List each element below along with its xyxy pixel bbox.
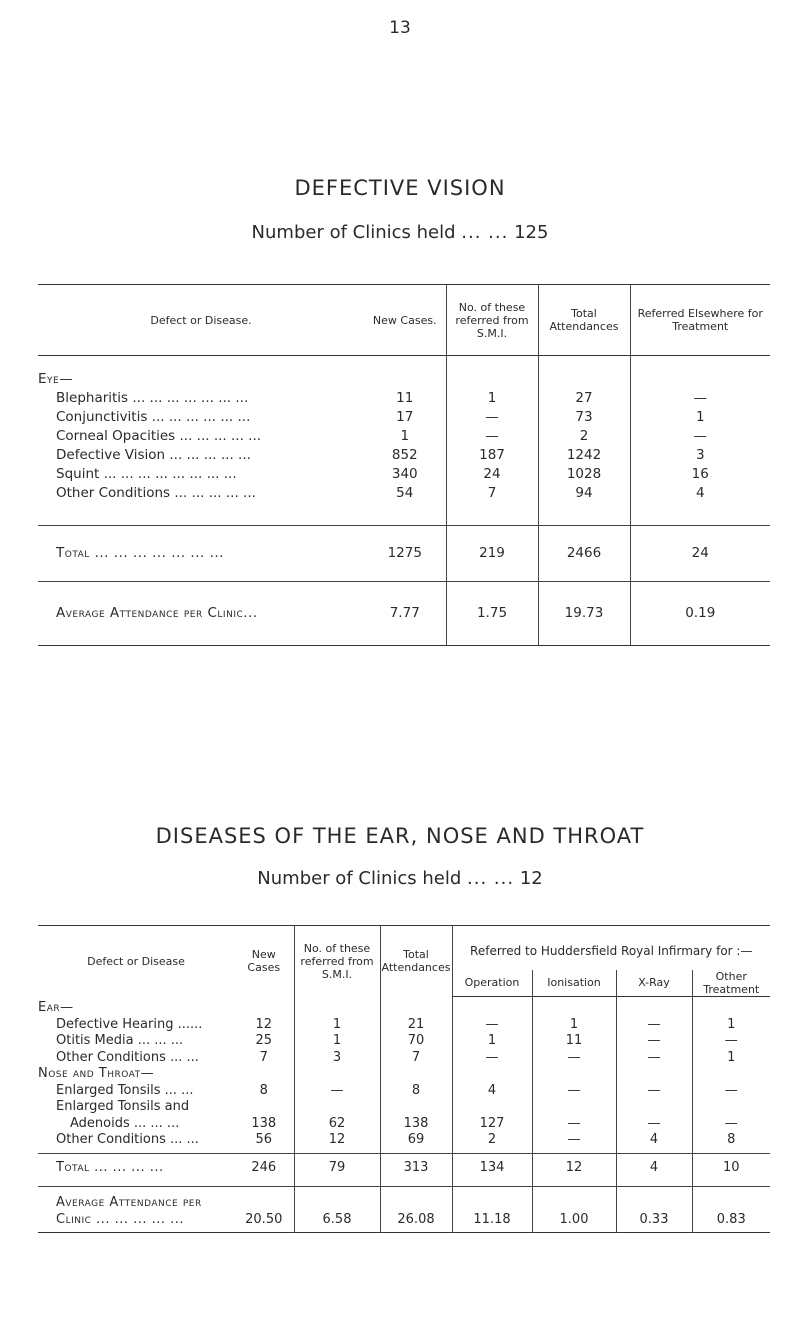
average-operation: 11.18 <box>452 1212 532 1233</box>
cell-operation: 1 <box>452 1033 532 1050</box>
header-xray: X-Ray <box>616 970 692 997</box>
cell-other: 8 <box>692 1132 770 1153</box>
header-total-attendances: Total Attendances <box>538 285 630 356</box>
total-referred: 79 <box>294 1153 380 1187</box>
cell-ionisation: — <box>532 1132 616 1153</box>
average-total: 19.73 <box>538 582 630 646</box>
cell-operation: 127 <box>452 1116 532 1133</box>
cell-total: 27 <box>538 389 630 408</box>
header-ionisation: Ionisation <box>532 970 616 997</box>
table-row <box>38 1116 770 1133</box>
clinics-held-value: 12 <box>519 868 543 889</box>
total-total: 2466 <box>538 526 630 582</box>
average-row <box>38 1187 770 1212</box>
table-row <box>38 408 770 427</box>
defective-vision-clinics-held <box>0 222 800 243</box>
cell-operation: 4 <box>452 1083 532 1100</box>
cell-total: 2 <box>538 427 630 446</box>
header-referred-infirmary: Referred to Huddersfield Royal Infirmary for :— <box>452 926 770 970</box>
header-operation: Operation <box>452 970 532 997</box>
row-label: Conjunctivitis ... ... ... ... ... ... <box>56 409 251 425</box>
cell-total: 73 <box>538 408 630 427</box>
row-label: Corneal Opacities ... ... ... ... ... <box>56 428 262 444</box>
table-row <box>38 465 770 484</box>
clinics-held-dots: ... ... <box>467 868 515 889</box>
cell-total: 70 <box>380 1033 452 1050</box>
total-xray: 4 <box>616 1153 692 1187</box>
total-operation: 134 <box>452 1153 532 1187</box>
average-label: Average Attendance per Clinic... <box>38 582 364 646</box>
row-label: Defective Vision ... ... ... ... ... <box>56 447 251 463</box>
table-row <box>38 446 770 465</box>
row-label: Other Conditions ... ... ... ... ... <box>56 485 256 501</box>
cell-total: 69 <box>380 1132 452 1153</box>
total-label: Total ... ... ... ... ... ... ... <box>38 526 364 582</box>
cell-referred: 7 <box>446 484 538 526</box>
cell-total: 1028 <box>538 465 630 484</box>
cell-xray: — <box>616 1050 692 1067</box>
table-header-row <box>38 285 770 356</box>
total-total: 313 <box>380 1153 452 1187</box>
average-new: 7.77 <box>364 582 446 646</box>
cell-referred: — <box>446 408 538 427</box>
average-new: 20.50 <box>245 1211 283 1227</box>
header-referred-elsewhere: Referred Elsewhere for Treatment <box>630 285 770 356</box>
average-referred: 1.75 <box>446 582 538 646</box>
table-row <box>38 427 770 446</box>
cell-referred: — <box>446 427 538 446</box>
total-row <box>38 526 770 582</box>
row-label: Defective Hearing ...... <box>56 1016 203 1032</box>
defective-vision-table <box>38 284 770 646</box>
row-label: Other Conditions ... ... <box>56 1049 199 1065</box>
header-other-treatment: Other Treatment <box>692 970 770 997</box>
group-row-nose-throat <box>38 1066 770 1083</box>
cell-new: 852 <box>391 447 418 463</box>
cell-new: 56 <box>255 1132 273 1147</box>
cell-total: 21 <box>380 1017 452 1034</box>
cell-referred: 12 <box>294 1132 380 1153</box>
cell-operation: — <box>452 1050 532 1067</box>
cell-total: 1242 <box>538 446 630 465</box>
table-row <box>38 389 770 408</box>
group-label-eye: Eye— <box>38 371 74 387</box>
cell-elsewhere: 4 <box>630 484 770 526</box>
cell-new: 7 <box>259 1049 268 1065</box>
cell-referred: — <box>294 1083 380 1100</box>
table-row <box>38 484 770 526</box>
total-row <box>38 1153 770 1187</box>
group-label-nose-throat: Nose and Throat— <box>38 1066 155 1081</box>
total-referred: 219 <box>446 526 538 582</box>
cell-ionisation: — <box>532 1116 616 1133</box>
cell-referred: 1 <box>294 1017 380 1034</box>
header-referred-smi: No. of these referred from S.M.I. <box>446 285 538 356</box>
cell-new: 11 <box>396 390 414 406</box>
header-defect: Defect or Disease <box>87 954 185 968</box>
cell-ionisation: — <box>532 1050 616 1067</box>
group-row-eye <box>38 356 770 390</box>
cell-operation: 2 <box>452 1132 532 1153</box>
total-elsewhere: 24 <box>630 526 770 582</box>
average-referred: 6.58 <box>294 1212 380 1233</box>
table-row <box>38 1099 770 1116</box>
cell-ionisation: 11 <box>532 1033 616 1050</box>
average-xray: 0.33 <box>616 1212 692 1233</box>
cell-xray: — <box>616 1116 692 1133</box>
cell-elsewhere: 16 <box>630 465 770 484</box>
cell-new: 25 <box>255 1033 273 1048</box>
cell-elsewhere: 3 <box>630 446 770 465</box>
row-label: Otitis Media ... ... ... <box>56 1033 184 1048</box>
cell-new: 340 <box>391 466 418 482</box>
cell-elsewhere: 1 <box>630 408 770 427</box>
cell-elsewhere: — <box>630 389 770 408</box>
cell-operation: — <box>452 1017 532 1034</box>
average-other: 0.83 <box>692 1212 770 1233</box>
cell-other: — <box>692 1116 770 1133</box>
clinics-held-label: Number of Clinics held <box>257 868 462 889</box>
header-referred-smi: No. of these referred from S.M.I. <box>294 926 380 997</box>
cell-referred: 187 <box>446 446 538 465</box>
page-number: 13 <box>389 18 411 38</box>
cell-referred: 1 <box>446 389 538 408</box>
average-row-values <box>38 1212 770 1233</box>
average-total: 26.08 <box>380 1212 452 1233</box>
header-new-cases: New Cases. <box>364 285 446 356</box>
cell-ionisation: — <box>532 1083 616 1100</box>
row-label: Enlarged Tonsils and <box>56 1099 190 1114</box>
cell-ionisation: 1 <box>532 1017 616 1034</box>
average-ionisation: 1.00 <box>532 1212 616 1233</box>
table-row <box>38 1017 770 1034</box>
ent-table <box>38 925 770 1233</box>
table-row <box>38 1132 770 1153</box>
total-new: 1275 <box>364 526 446 582</box>
row-label: Enlarged Tonsils ... ... <box>56 1082 194 1098</box>
row-label: Blepharitis ... ... ... ... ... ... ... <box>56 390 249 406</box>
average-row <box>38 582 770 646</box>
cell-xray: — <box>616 1017 692 1034</box>
total-new: 246 <box>234 1153 294 1187</box>
cell-referred: 3 <box>294 1050 380 1067</box>
cell-total: 138 <box>380 1116 452 1133</box>
cell-new: 17 <box>396 409 414 425</box>
cell-referred: 1 <box>294 1033 380 1050</box>
table-row <box>38 1033 770 1050</box>
header-new-cases: New Cases <box>247 948 281 974</box>
cell-other: — <box>692 1033 770 1050</box>
average-label-continued: Clinic ... ... ... ... ... <box>56 1211 185 1227</box>
clinics-held-value: 125 <box>514 222 549 243</box>
group-row-ear <box>38 996 770 1017</box>
clinics-held-label: Number of Clinics held <box>251 222 456 243</box>
cell-xray: 4 <box>616 1132 692 1153</box>
table-header-row <box>38 926 770 970</box>
cell-new: 54 <box>396 485 414 501</box>
row-label: Other Conditions ... ... <box>56 1132 199 1147</box>
row-label-continued: Adenoids ... ... ... <box>70 1115 180 1131</box>
cell-referred: 62 <box>294 1116 380 1133</box>
cell-new: 138 <box>251 1115 277 1131</box>
total-ionisation: 12 <box>532 1153 616 1187</box>
cell-xray: — <box>616 1083 692 1100</box>
table-row <box>38 1050 770 1067</box>
average-label: Average Attendance per <box>38 1187 234 1212</box>
cell-other: — <box>692 1083 770 1100</box>
row-label: Squint ... ... ... ... ... ... ... ... <box>56 466 237 482</box>
cell-other: 1 <box>692 1017 770 1034</box>
cell-elsewhere: — <box>630 427 770 446</box>
total-label: Total ... ... ... ... <box>38 1153 234 1187</box>
cell-new: 8 <box>259 1082 268 1098</box>
header-total-attendances: Total Attendances <box>380 926 452 997</box>
header-defect: Defect or Disease. <box>38 285 364 356</box>
total-other: 10 <box>692 1153 770 1187</box>
ent-clinics-held <box>0 868 800 889</box>
defective-vision-title: DEFECTIVE VISION <box>294 176 506 200</box>
cell-new: 1 <box>400 428 410 444</box>
cell-new: 12 <box>255 1016 273 1032</box>
cell-xray: — <box>616 1033 692 1050</box>
cell-referred: 24 <box>446 465 538 484</box>
cell-other: 1 <box>692 1050 770 1067</box>
cell-total: 8 <box>380 1083 452 1100</box>
ent-title: DISEASES OF THE EAR, NOSE AND THROAT <box>155 824 645 848</box>
cell-total: 7 <box>380 1050 452 1067</box>
table-row <box>38 1083 770 1100</box>
cell-total: 94 <box>538 484 630 526</box>
average-elsewhere: 0.19 <box>630 582 770 646</box>
clinics-held-dots: ... ... <box>461 222 509 243</box>
group-label-ear: Ear— <box>38 1000 74 1015</box>
